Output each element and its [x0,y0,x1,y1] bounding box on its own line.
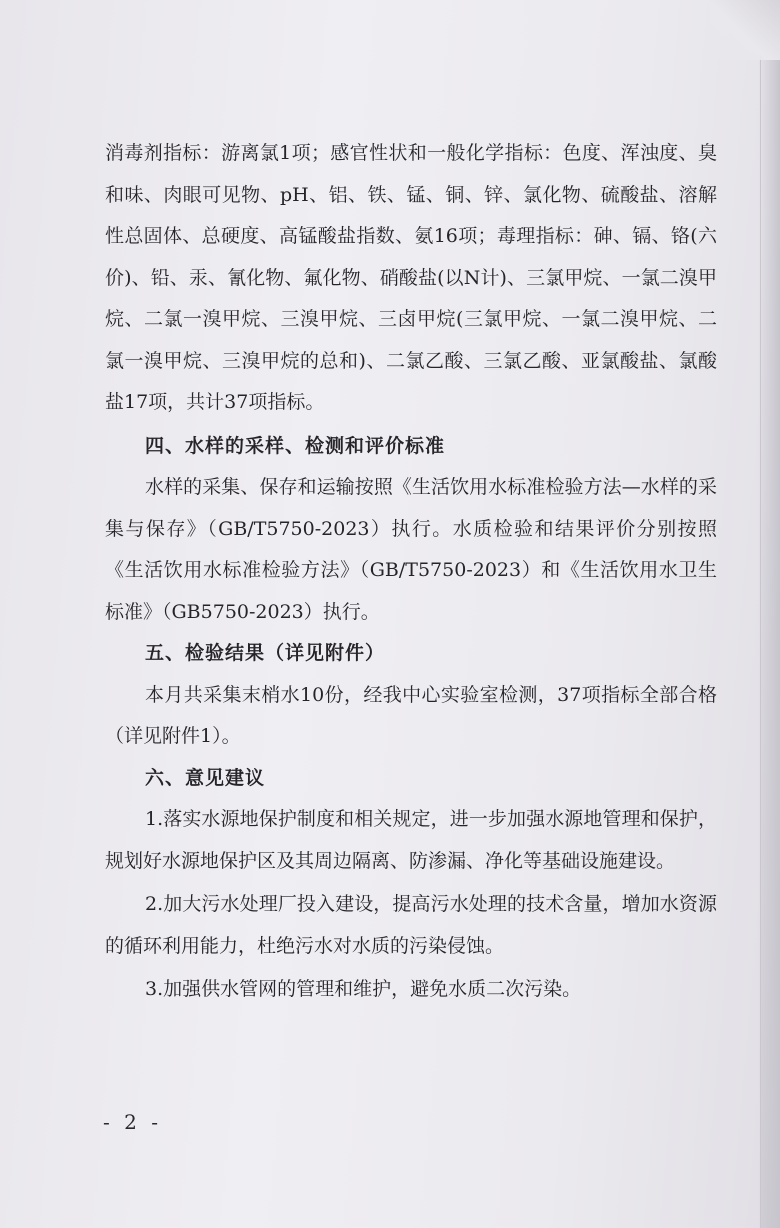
paragraph-sampling-methods: 水样的采集、保存和运输按照《生活饮用水标准检验方法—水样的采集与保存》（GB/T5750-2023）执行。水质检验和结果评价分别按照《生活饮用水标准检验方法》（GB/T5750-2023）和《生活饮用水卫生标准》（GB5750-2023）执行。 [105,476,717,623]
heading-suggestions: 六、意见建议 [145,766,266,789]
page-number: - 2 - [103,1110,162,1134]
paragraph-indicators: 消毒剂指标：游离氯1项；感官性状和一般化学指标：色度、浑浊度、臭和味、肉眼可见物、pH、铝、铁、锰、铜、锌、氯化物、硫酸盐、溶解性总固体、总硬度、高锰酸盐指数、氨16项；毒理指标：砷、镉、铬(六价)、铅、汞、氰化物、氟化物、硝酸盐(以N计)、三氯甲烷、一氯二溴甲烷、二氯一溴甲烷、三溴甲烷、三卤甲烷(三氯甲烷、一氯二溴甲烷、二氯一溴甲烷、三溴甲烷的总和)、二氯乙酸、三氯乙酸、亚氯酸盐、氯酸盐17项，共计37项指标。 [105,142,717,413]
page-corner-curl [710,0,780,60]
suggestion-item-3: 3.加强供水管网的管理和维护，避免水质二次污染。 [145,978,582,1000]
page-edge-shadow [758,0,780,1228]
heading-sampling-standards: 四、水样的采样、检测和评价标准 [145,434,446,457]
heading-test-results: 五、检验结果（详见附件） [145,642,386,664]
suggestion-item-2: 2.加大污水处理厂投入建设，提高污水处理的技术含量，增加水资源的循环利用能力，杜绝污水对水质的污染侵蚀。 [105,893,717,957]
suggestion-item-1: 1.落实水源地保护制度和相关规定，进一步加强水源地管理和保护，规划好水源地保护区及其周边隔离、防渗漏、净化等基础设施建设。 [105,808,717,872]
paragraph-test-results: 本月共采集末梢水10份，经我中心实验室检测，37项指标全部合格（详见附件1）。 [105,683,717,747]
document-body [105,133,717,1011]
